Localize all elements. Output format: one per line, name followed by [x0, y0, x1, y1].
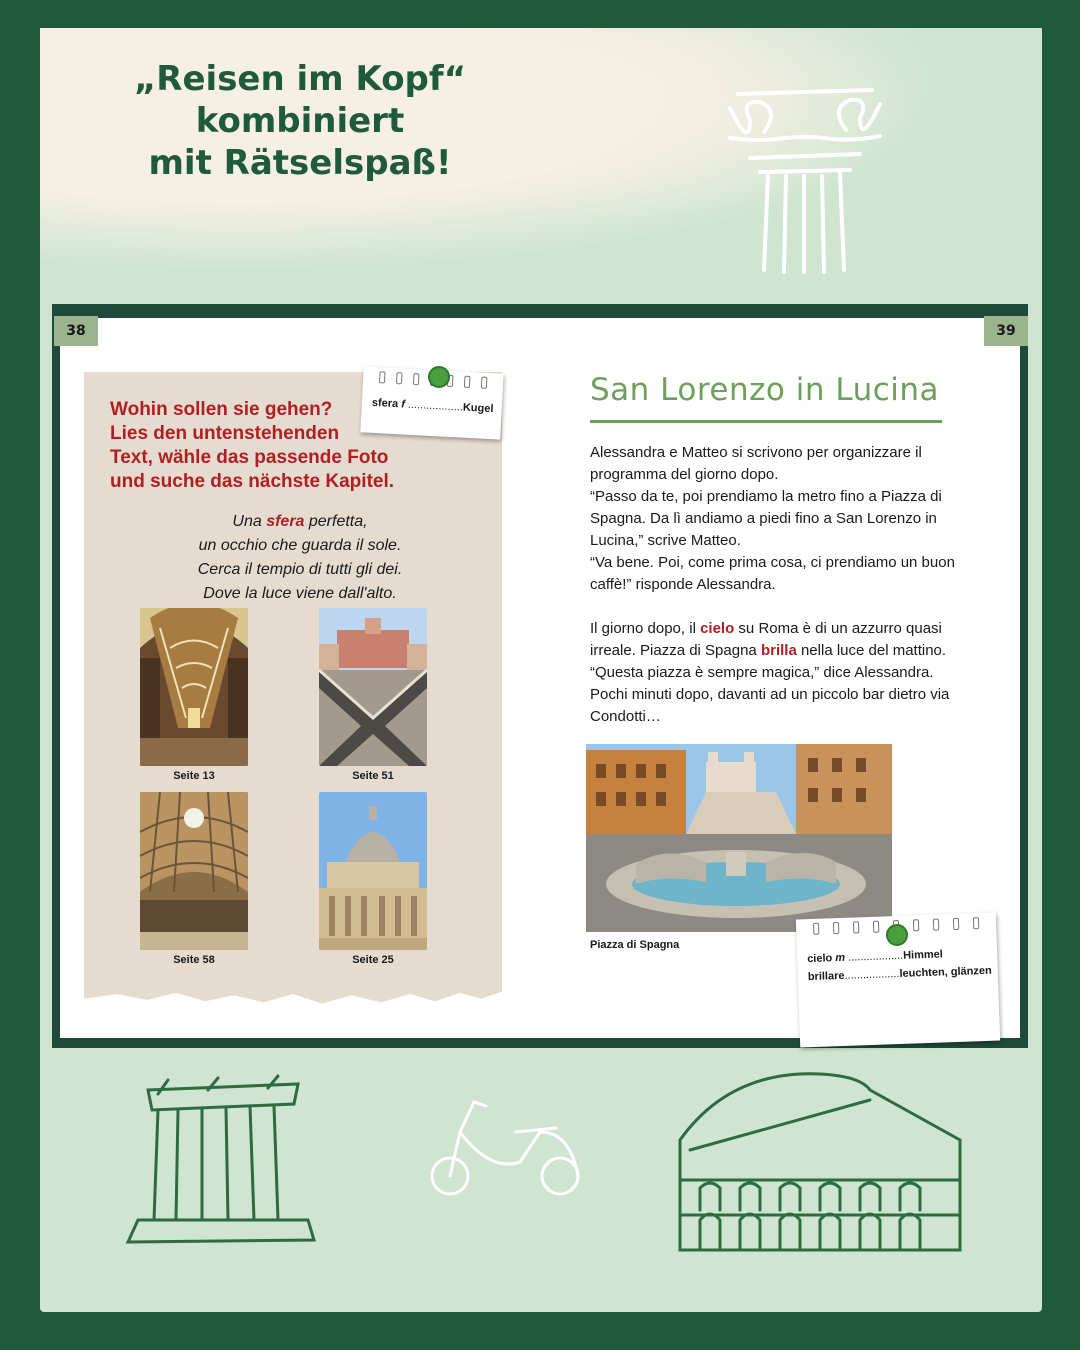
vocab-word: sfera — [371, 396, 402, 411]
vocab-dots: .................. — [844, 967, 900, 982]
text-span: su Roma è di un azzurro quasi — [734, 620, 942, 637]
vocab-meaning: leuchten, glänzen — [899, 964, 992, 980]
page-number-right: 39 — [984, 316, 1028, 346]
poem-line-4: Dove la luce viene dall'alto. — [203, 585, 397, 602]
vocab-meaning: Kugel — [462, 401, 494, 416]
vocab-dots: .................. — [404, 398, 464, 414]
text-line: “Questa piazza è sempre magica,” dice Alessandra. — [590, 664, 934, 681]
pushpin-icon — [428, 366, 450, 388]
text-line: Lucina,” scrive Matteo. — [590, 532, 741, 549]
colosseum-icon — [670, 1060, 970, 1260]
headline-line-2: kombiniert — [195, 101, 405, 141]
vocab-word: cielo — [807, 952, 836, 966]
photo-caption: Piazza di Spagna — [590, 939, 680, 951]
highlighted-word: cielo — [700, 620, 735, 637]
headline-line-3: mit Rätselspaß! — [148, 143, 452, 183]
pushpin-icon — [886, 924, 908, 946]
prompt-line-3: Text, wähle das passende Foto — [110, 447, 389, 468]
vocab-dots: .................. — [844, 949, 904, 964]
chapter-title: San Lorenzo in Lucina — [590, 372, 940, 408]
pantheon-dome-photo — [140, 792, 248, 950]
page-number-left: 38 — [54, 316, 98, 346]
text-line: caffè!” risponde Alessandra. — [590, 576, 776, 593]
text-span: Il giorno dopo, il — [590, 620, 701, 637]
vocab-gender: f — [400, 398, 406, 411]
story-paragraph-1 — [590, 442, 982, 596]
scooter-icon — [420, 1092, 590, 1202]
vocab-entry — [808, 965, 992, 983]
vocab-word: brillare — [807, 969, 845, 984]
prompt-line-4: und suche das nächste Kapitel. — [110, 471, 395, 492]
text-line: “Passo da te, poi prendiamo la metro fino a Piazza di — [590, 488, 942, 505]
text-line: Condotti… — [590, 708, 661, 725]
photo-caption: Seite 58 — [173, 954, 215, 966]
text-span: irreale. Piazza di Spagna — [590, 642, 761, 659]
prompt-line-2: Lies den untenstehenden — [110, 423, 340, 444]
text-line: programma del giorno dopo. — [590, 466, 779, 483]
vocab-entry — [807, 948, 943, 965]
title-underline — [590, 420, 942, 423]
highlighted-word: sfera — [266, 513, 305, 530]
prompt-line-1: Wohin sollen sie gehen? — [110, 399, 333, 420]
poem-text: Una — [232, 513, 267, 530]
vocab-gender: m — [835, 951, 846, 965]
poem-text: perfetta, — [304, 513, 368, 530]
ionic-column-icon — [720, 80, 890, 280]
headline-line-1: „Reisen im Kopf“ — [133, 59, 467, 99]
st-peters-basilica-photo — [319, 792, 427, 950]
riddle-poem — [150, 510, 450, 606]
vocab-entry — [372, 397, 494, 415]
vocab-meaning: Himmel — [902, 948, 944, 962]
poem-line-2: un occhio che guarda il sole. — [198, 537, 402, 554]
text-line: Alessandra e Matteo si scrivono per organizzare il — [590, 444, 922, 461]
temple-ruins-icon — [118, 1070, 328, 1250]
capitol-square-photo — [319, 608, 427, 766]
text-line: Spagna. Da lì andiamo a piedi fino a San Lorenzo in — [590, 510, 937, 527]
text-span: nella luce del mattino. — [796, 642, 947, 659]
story-paragraph-2 — [590, 618, 982, 728]
headline — [110, 58, 490, 184]
riddle-prompt — [110, 398, 400, 494]
photo-caption: Seite 13 — [173, 770, 215, 782]
poem-line-3: Cerca il tempio di tutti gli dei. — [197, 561, 403, 578]
highlighted-word: brilla — [760, 642, 797, 659]
text-line — [590, 640, 982, 662]
basilica-nave-photo — [140, 608, 248, 766]
photo-caption: Seite 51 — [352, 770, 394, 782]
text-line — [590, 618, 982, 640]
photo-caption: Seite 25 — [352, 954, 394, 966]
piazza-di-spagna-photo — [586, 744, 892, 932]
text-line: Pochi minuti dopo, davanti ad un piccolo bar dietro via — [590, 686, 950, 703]
poem-line-1 — [150, 510, 450, 534]
text-line: “Va bene. Poi, come prima cosa, ci prendiamo un buon — [590, 554, 955, 571]
